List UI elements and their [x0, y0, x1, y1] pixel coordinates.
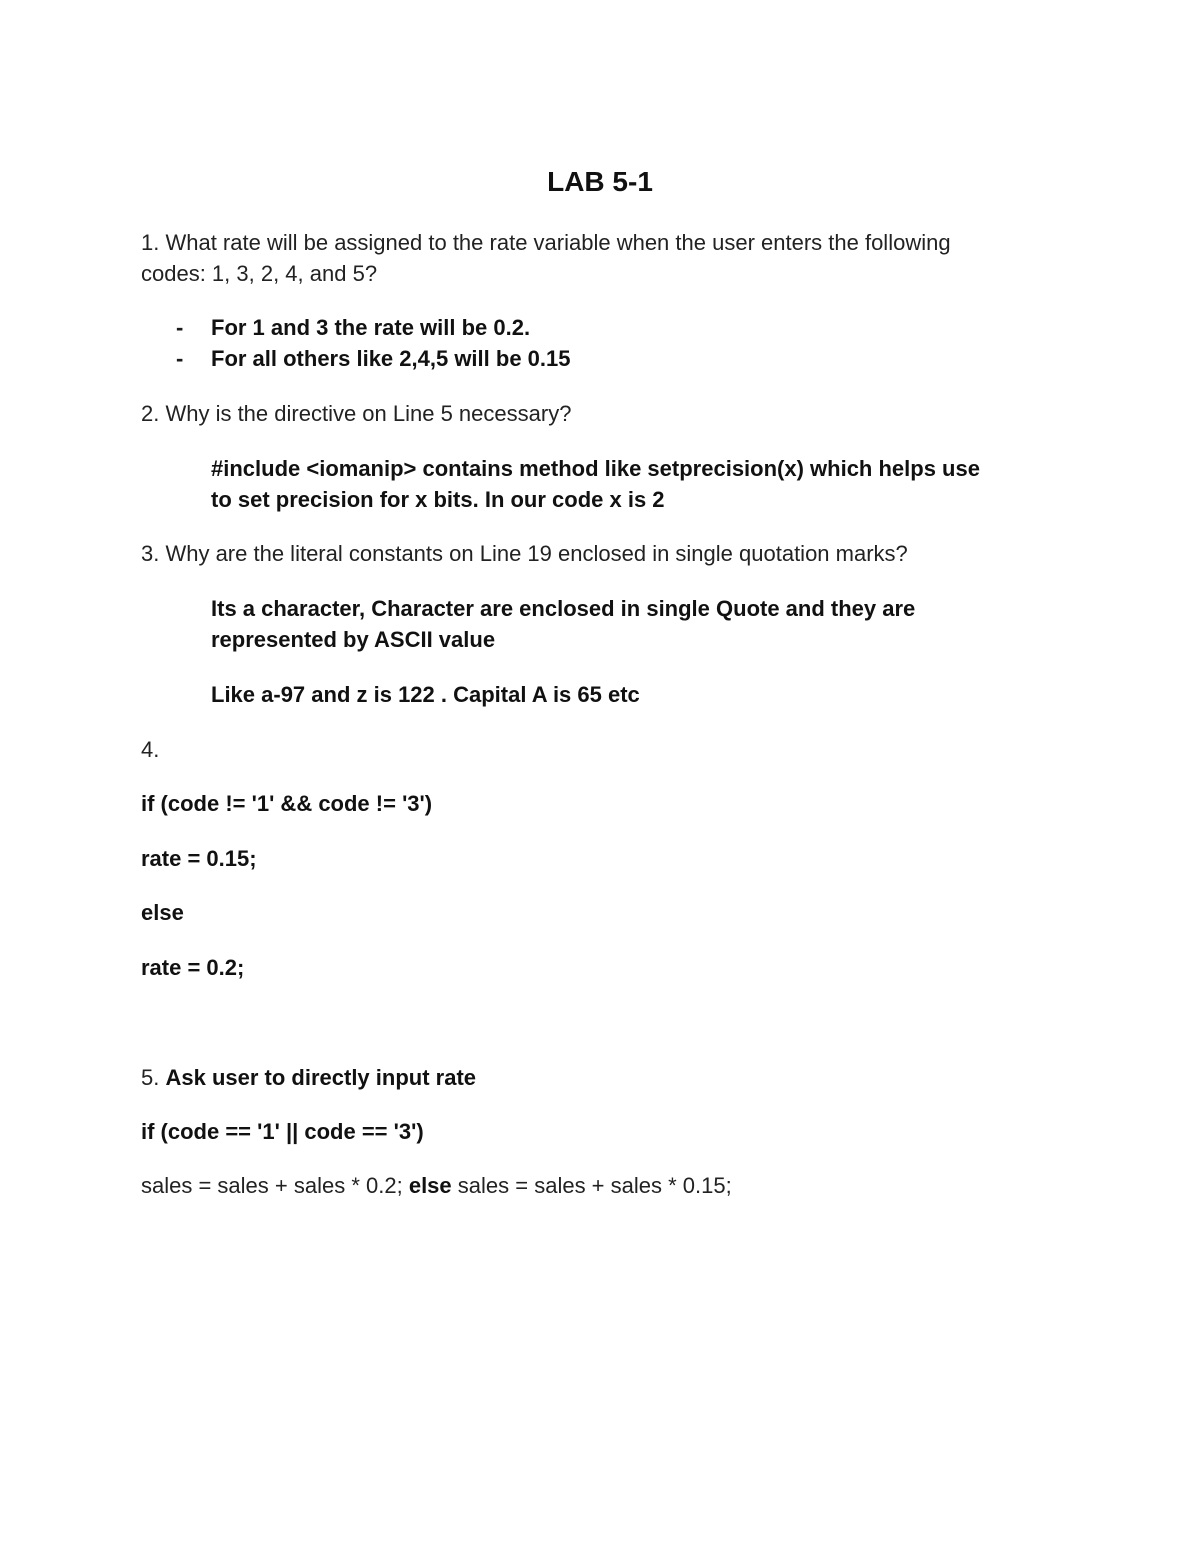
- question-4-number: 4.: [141, 737, 160, 762]
- else-keyword: else: [408, 1173, 452, 1198]
- code-statement: [141, 1170, 732, 1201]
- answer-3-line-1: Its a character, Character are enclosed in single Quote and they are: [211, 596, 916, 621]
- answer-2-line-1: #include <iomanip> contains method like setprecision(x) which helps use: [211, 456, 980, 481]
- answer-3-line-3: Like a-97 and z is 122 . Capital A is 65 etc: [211, 682, 640, 707]
- question-1-line-2: codes: 1, 3, 2, 4, and 5?: [141, 261, 378, 286]
- question-5-heading: Ask user to directly input rate: [165, 1065, 477, 1090]
- code-line: else: [141, 900, 184, 925]
- statement-else-branch: sales = sales + sales * 0.15;: [457, 1173, 732, 1198]
- bullet-marker: -: [176, 346, 184, 371]
- question-5: [141, 1062, 476, 1093]
- answer-3-line-2: represented by ASCII value: [211, 627, 496, 652]
- question-1-line-1: 1. What rate will be assigned to the rate variable when the user enters the following: [141, 230, 951, 255]
- answer-1-bullet-2: For all others like 2,4,5 will be 0.15: [211, 346, 571, 371]
- statement-if-branch: sales = sales + sales * 0.2;: [141, 1173, 403, 1198]
- answer-1-bullet-1: For 1 and 3 the rate will be 0.2.: [211, 315, 531, 340]
- code-line: rate = 0.2;: [141, 955, 245, 980]
- document-title: LAB 5-1: [547, 166, 653, 197]
- answer-2-line-2: to set precision for x bits. In our code x is 2: [211, 487, 665, 512]
- code-line: rate = 0.15;: [141, 846, 257, 871]
- code-line: if (code == '1' || code == '3'): [141, 1119, 424, 1144]
- bullet-marker: -: [176, 315, 184, 340]
- question-3: 3. Why are the literal constants on Line 19 enclosed in single quotation marks?: [141, 541, 908, 566]
- question-2: 2. Why is the directive on Line 5 necessary?: [141, 401, 572, 426]
- code-line: if (code != '1' && code != '3'): [141, 791, 433, 816]
- question-5-number: 5.: [141, 1065, 160, 1090]
